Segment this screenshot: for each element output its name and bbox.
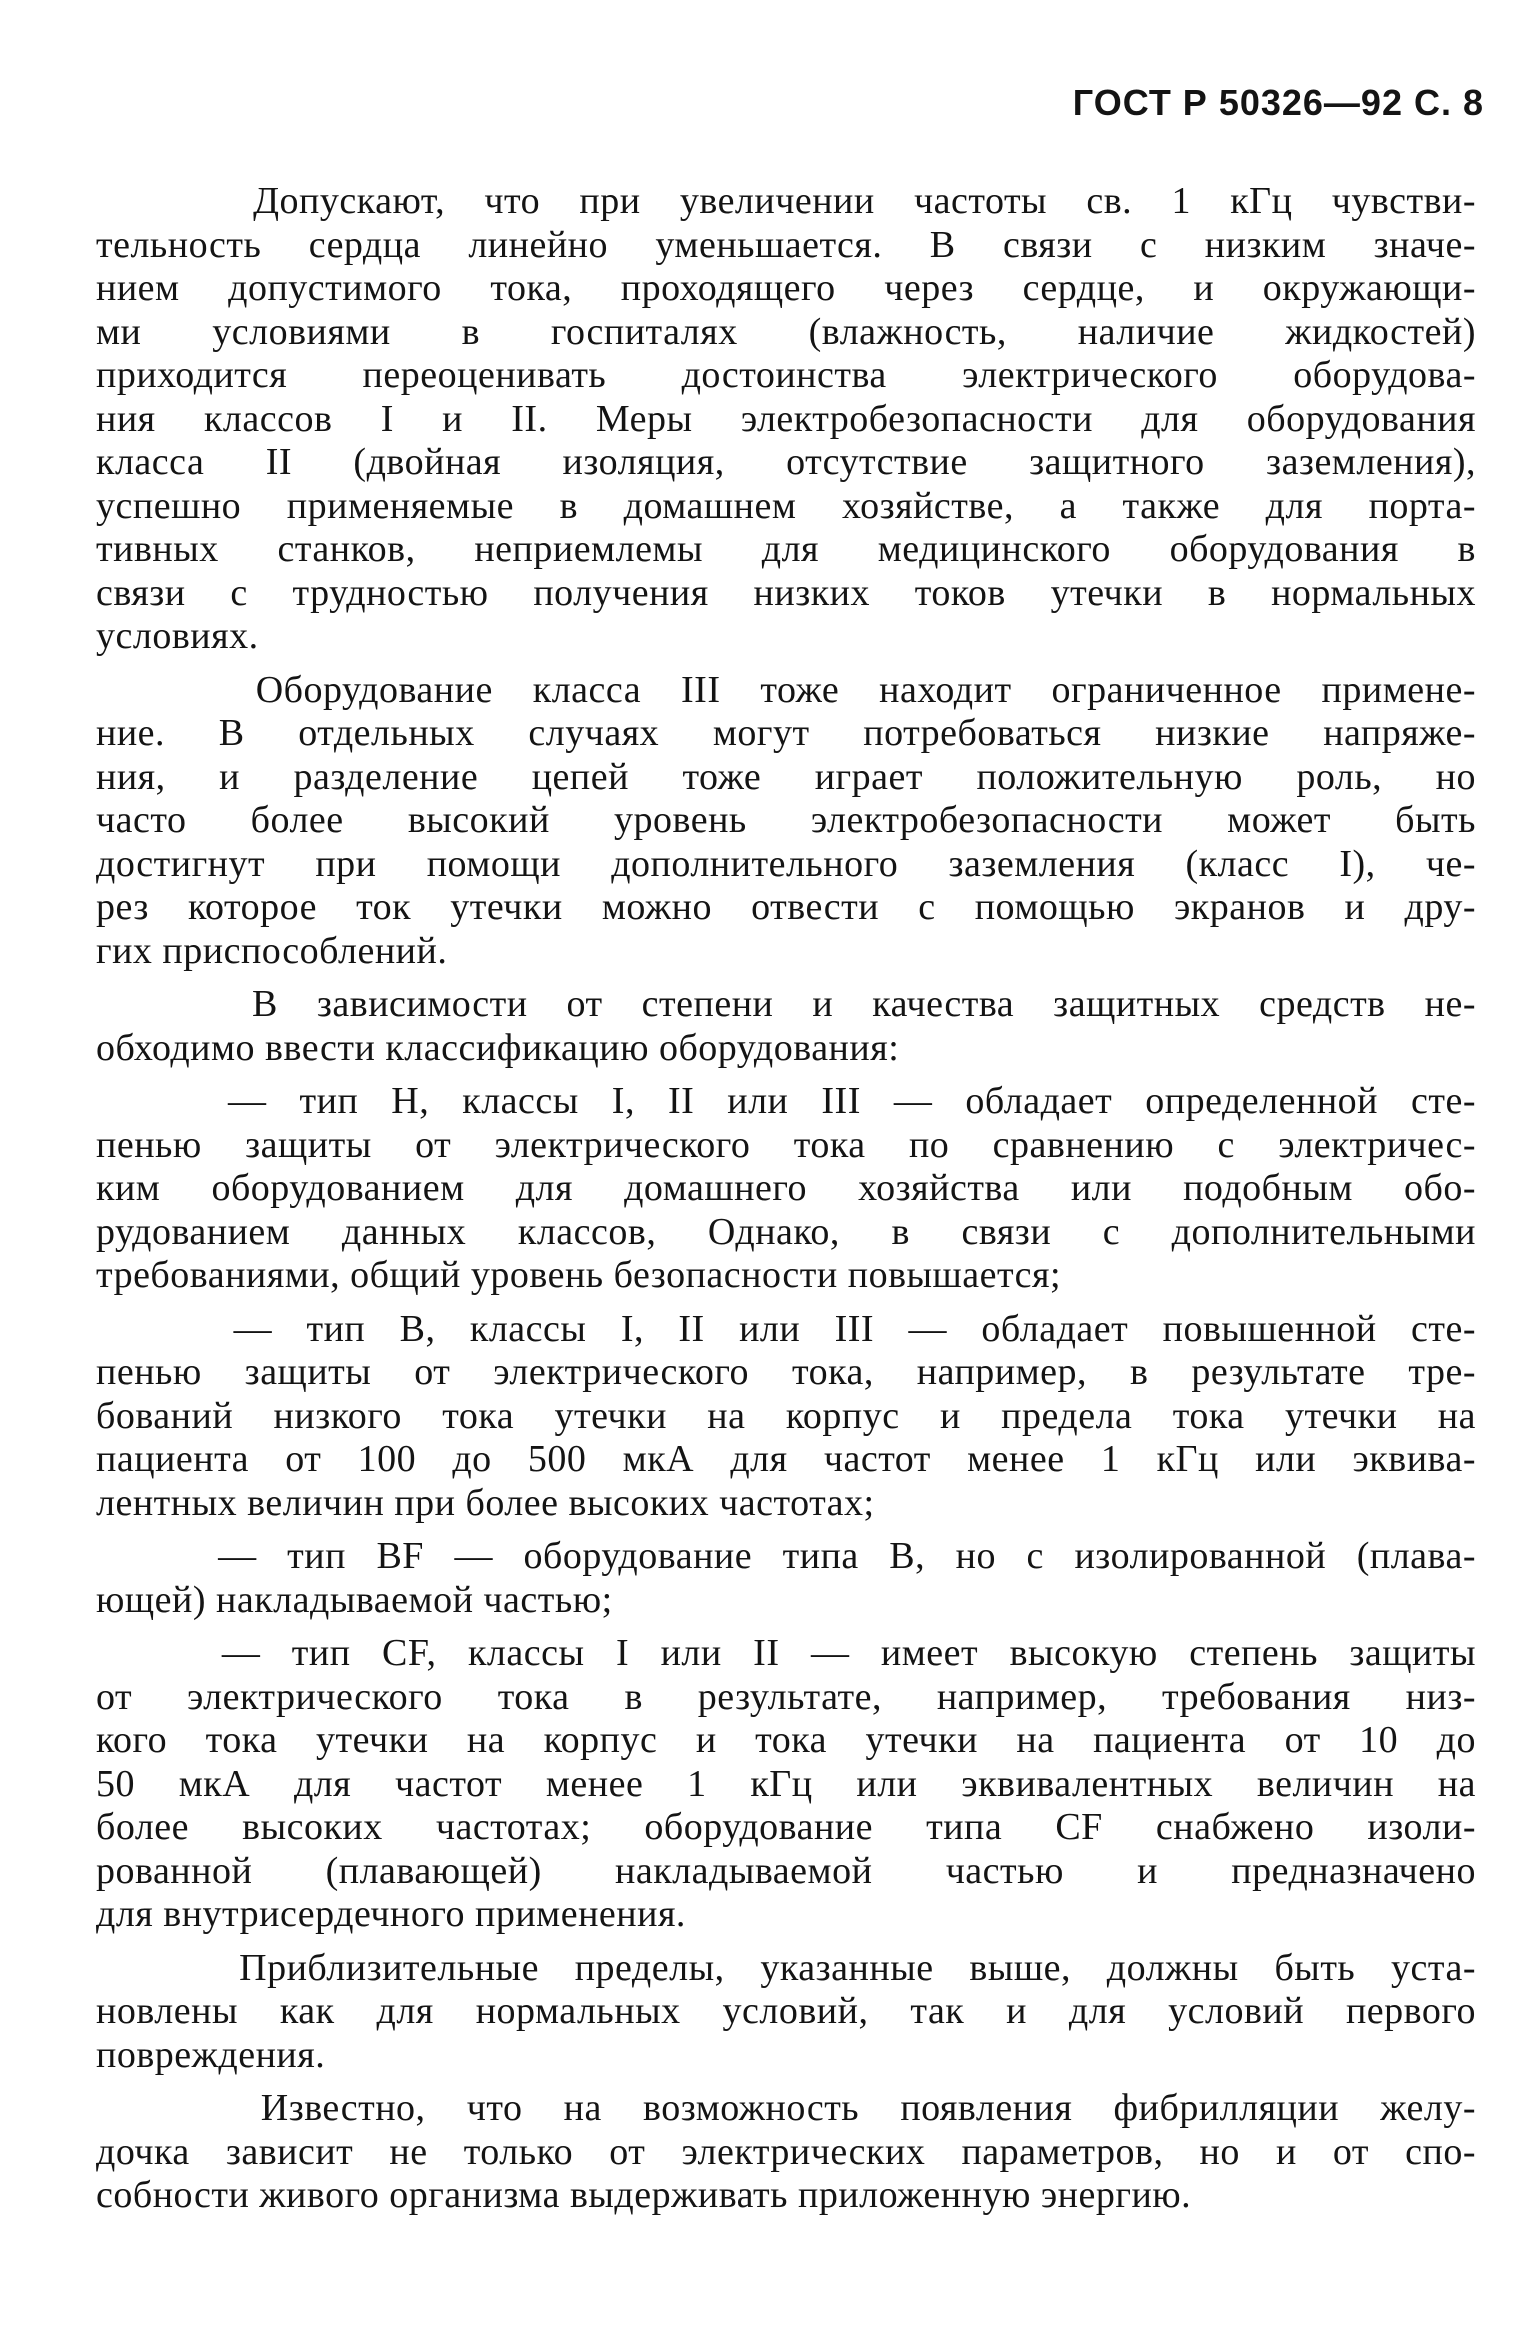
text-line: ющей) накладываемой частью; [96,1578,613,1621]
text-line: собности живого организма выдерживать приложенную энергию. [96,2174,1192,2216]
document-body [96,180,1476,2218]
text-line: для внутрисердечного применения. [96,1893,686,1935]
text-line: лентных величин при более высоких частотах; [96,1481,875,1524]
page-header: ГОСТ Р 50326—92 С. 8 [1072,82,1484,123]
text-line: обходимо ввести классификацию оборудования: [96,1026,900,1069]
text-line: В зависимости от степени и качества защитных средств не- [96,983,1476,1025]
text-line: ния, и разделение цепей тоже играет положительную роль, но [96,755,1476,798]
paragraph-gap [96,1937,1476,1947]
text-line: — тип СF, классы I или II — имеет высокую степень защиты [96,1632,1476,1674]
text-line: от электрического тока в результате, например, требования низ- [96,1675,1476,1718]
paragraph [96,2087,1476,2218]
paragraph [96,669,1476,974]
text-line: пациента от 100 до 500 мкА для частот менее 1 кГц или эквива- [96,1438,1476,1480]
paragraph-gap [96,659,1476,669]
text-line: тивных станков, неприемлемы для медицинского оборудования в [96,528,1476,570]
text-line: новлены как для нормальных условий, так и для условий первого [96,1990,1476,2032]
text-line: рованной (плавающей) накладываемой частью и предназначено [96,1849,1476,1892]
paragraph [96,1947,1476,2078]
text-line: повреждения. [96,2033,326,2076]
text-line: пенью защиты от электрического тока, например, в результате тре- [96,1351,1476,1393]
text-line: ким оборудованием для домашнего хозяйства или подобным обо- [96,1167,1476,1209]
text-line: более высоких частотах; оборудование типа СF снабжено изоли- [96,1806,1476,1848]
text-line: Оборудование класса III тоже находит ограниченное примене- [96,668,1476,711]
text-line: ния классов I и II. Меры электробезопасности для оборудования [96,397,1476,440]
text-line: условиях. [96,615,259,657]
text-line: приходится переоценивать достоинства электрического оборудова- [96,354,1476,396]
text-line: дочка зависит не только от электрических параметров, но и от спо- [96,2130,1476,2173]
text-line: Известно, что на возможность появления фибрилляции желу- [96,2087,1476,2129]
text-line: рудованием данных классов, Однако, в связи с дополнительными [96,1210,1476,1253]
text-line: нием допустимого тока, проходящего через сердце, и окружающи- [96,267,1476,309]
text-line: достигнут при помощи дополнительного заземления (класс I), че- [96,842,1476,885]
paragraph [96,983,1476,1070]
paragraph [96,1308,1476,1526]
paragraph-gap [96,1298,1476,1308]
text-line: кого тока утечки на корпус и тока утечки на пациента от 10 до [96,1719,1476,1761]
paragraph [96,1080,1476,1298]
text-line: часто более высокий уровень электробезопасности может быть [96,799,1476,841]
text-line: рез которое ток утечки можно отвести с помощью экранов и дру- [96,886,1476,928]
paragraph-gap [96,2077,1476,2087]
paragraph-gap [96,1070,1476,1080]
text-line: бований низкого тока утечки на корпус и предела тока утечки на [96,1394,1476,1437]
text-line: тельность сердца линейно уменьшается. В связи с низким значе- [96,223,1476,266]
paragraph-gap [96,973,1476,983]
text-line: — тип ВF — оборудование типа В, но с изолированной (плава- [96,1535,1476,1577]
text-line: успешно применяемые в домашнем хозяйстве, а также для порта- [96,484,1476,527]
text-line: гих приспособлений. [96,929,448,972]
text-line: — тип В, классы I, II или III — обладает повышенной сте- [96,1307,1476,1350]
text-line: класса II (двойная изоляция, отсутствие защитного заземления), [96,441,1476,483]
text-line: Допускают, что при увеличении частоты св. 1 кГц чувстви- [96,180,1476,222]
text-line: 50 мкА для частот менее 1 кГц или эквивалентных величин на [96,1762,1476,1805]
paragraph [96,1632,1476,1937]
paragraph [96,1535,1476,1622]
paragraph [96,180,1476,659]
text-line: — тип Н, классы I, II или III — обладает определенной сте- [96,1080,1476,1122]
text-line: пенью защиты от электрического тока по сравнению с электричес- [96,1123,1476,1166]
text-line: ми условиями в госпиталях (влажность, наличие жидкостей) [96,310,1476,353]
text-line: связи с трудностью получения низких токов утечки в нормальных [96,571,1476,614]
text-line: ние. В отдельных случаях могут потребоваться низкие напряже- [96,712,1476,754]
paragraph-gap [96,1622,1476,1632]
text-line: Приблизительные пределы, указанные выше, должны быть уста- [96,1946,1476,1989]
paragraph-gap [96,1525,1476,1535]
text-line: требованиями, общий уровень безопасности повышается; [96,1254,1062,1296]
